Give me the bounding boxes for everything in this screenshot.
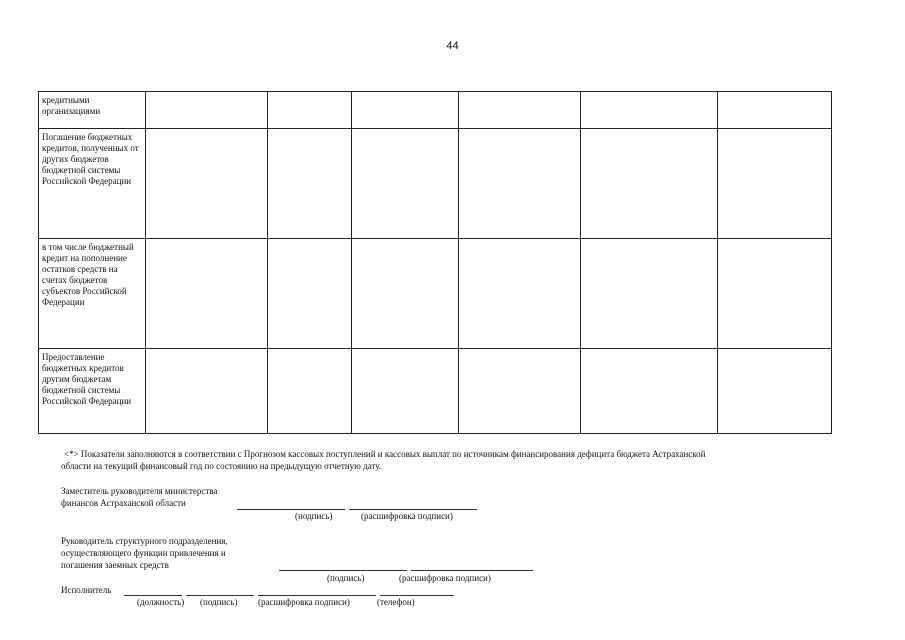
row-label: Предоставление бюджетных кредитов другим бюджетам бюджетной системы Российской Федерации xyxy=(39,349,146,434)
executor-phone-line xyxy=(380,595,454,596)
head-signature-caption: (подпись) xyxy=(327,573,365,583)
table-cell xyxy=(268,239,352,349)
row-label: в том числе бюджетный кредит на пополнение остатков средств на счетах бюджетов субъектов Российской Федерации xyxy=(39,239,146,349)
table-row xyxy=(39,129,832,239)
head-title-line-3: погашения заемных средств xyxy=(61,560,169,570)
executor-phone-caption: (телефон) xyxy=(377,597,415,607)
table-cell xyxy=(268,92,352,129)
table-cell xyxy=(581,239,718,349)
row-label: Погашение бюджетных кредитов, полученных от других бюджетов бюджетной системы Российской Федерации xyxy=(39,129,146,239)
footnote-line-1: <*> Показатели заполняются в соответствии с Прогнозом кассовых поступлений и кассовых выплат по источникам финансирования дефицита бюджета Астраханской xyxy=(64,449,706,459)
page-number: 44 xyxy=(446,40,459,52)
deputy-signature-line xyxy=(237,509,345,510)
executor-position-caption: (должность) xyxy=(137,597,185,607)
deputy-title-line-1: Заместитель руководителя министерства xyxy=(61,486,218,496)
table-cell xyxy=(146,92,268,129)
table-cell xyxy=(352,129,459,239)
executor-label: Исполнитель xyxy=(61,585,112,595)
executor-signature-line xyxy=(186,595,254,596)
table-cell xyxy=(581,92,718,129)
head-decode-line xyxy=(411,570,533,571)
footnote-line-2: области на текущий финансовый год по состоянию на предыдущую отчетную дату. xyxy=(61,461,382,471)
table-cell xyxy=(718,92,832,129)
table-cell xyxy=(718,349,832,434)
table-cell xyxy=(352,92,459,129)
executor-decode-caption: (расшифровка подписи) xyxy=(258,597,350,607)
table-row xyxy=(39,239,832,349)
deputy-decode-line xyxy=(349,509,477,510)
table-cell xyxy=(146,349,268,434)
head-title-line-2: осуществляющего функции привлечения и xyxy=(61,548,226,558)
executor-decode-line xyxy=(258,595,376,596)
table-cell xyxy=(718,239,832,349)
table-cell xyxy=(459,129,581,239)
executor-position-line xyxy=(124,595,182,596)
table-cell xyxy=(268,129,352,239)
deputy-signature-caption: (подпись) xyxy=(295,511,333,521)
table-cell xyxy=(268,349,352,434)
row-label: кредитными организациями xyxy=(39,92,146,129)
head-decode-caption: (расшифровка подписи) xyxy=(399,573,491,583)
table-row xyxy=(39,92,832,129)
head-title-line-1: Руководитель структурного подразделения, xyxy=(61,536,228,546)
budget-table xyxy=(38,91,832,434)
table-cell xyxy=(352,239,459,349)
table-cell xyxy=(718,129,832,239)
deputy-title-line-2: финансов Астраханской области xyxy=(61,498,186,508)
deputy-decode-caption: (расшифровка подписи) xyxy=(361,511,453,521)
table-cell xyxy=(459,239,581,349)
table-row xyxy=(39,349,832,434)
table-cell xyxy=(581,349,718,434)
table-cell xyxy=(352,349,459,434)
table-cell xyxy=(581,129,718,239)
table-cell xyxy=(146,129,268,239)
head-signature-line xyxy=(279,570,407,571)
table-cell xyxy=(146,239,268,349)
executor-signature-caption: (подпись) xyxy=(200,597,238,607)
table-cell xyxy=(459,349,581,434)
table-cell xyxy=(459,92,581,129)
